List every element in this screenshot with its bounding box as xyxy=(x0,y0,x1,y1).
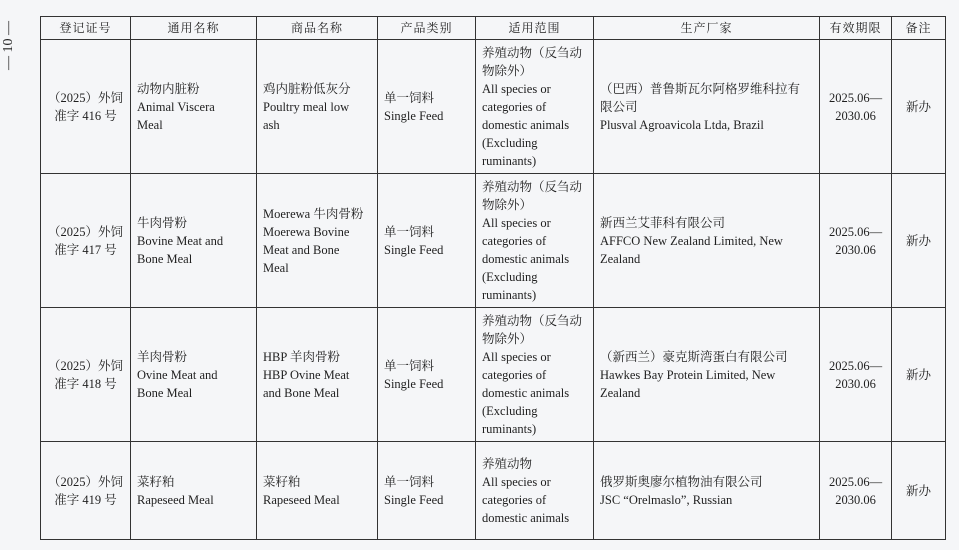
validity-cell: 2025.06— 2030.06 xyxy=(820,442,892,540)
trade-name-cell: HBP 羊肉骨粉 HBP Ovine Meat and Bone Meal xyxy=(257,308,378,442)
scope-cell: 养殖动物（反刍动 物除外） All species or categories of domestic animals (Excluding ruminants) xyxy=(476,308,594,442)
scope-cell: 养殖动物（反刍动 物除外） All species or categories of domestic animals (Excluding ruminants) xyxy=(476,40,594,174)
table-row xyxy=(41,174,946,308)
header-reg-no: 登记证号 xyxy=(41,17,131,40)
manufacturer-cell: 新西兰艾菲科有限公司 AFFCO New Zealand Limited, New Zealand xyxy=(594,174,820,308)
validity-cell: 2025.06— 2030.06 xyxy=(820,174,892,308)
category-cell: 单一饲料 Single Feed xyxy=(378,40,476,174)
scope-cell: 养殖动物（反刍动 物除外） All species or categories of domestic animals (Excluding ruminants) xyxy=(476,174,594,308)
category-cell: 单一饲料 Single Feed xyxy=(378,442,476,540)
remark-cell: 新办 xyxy=(892,308,946,442)
trade-name-cell: Moerewa 牛肉骨粉 Moerewa Bovine Meat and Bone Meal xyxy=(257,174,378,308)
scope-cell: 养殖动物 All species or categories of domestic animals xyxy=(476,442,594,540)
page-number: — 10 — xyxy=(1,21,16,71)
category-cell: 单一饲料 Single Feed xyxy=(378,308,476,442)
header-manufacturer: 生产厂家 xyxy=(594,17,820,40)
generic-name-cell: 牛肉骨粉 Bovine Meat and Bone Meal xyxy=(131,174,257,308)
validity-cell: 2025.06— 2030.06 xyxy=(820,308,892,442)
generic-name-cell: 菜籽粕 Rapeseed Meal xyxy=(131,442,257,540)
generic-name-cell: 动物内脏粉 Animal Viscera Meal xyxy=(131,40,257,174)
validity-cell: 2025.06— 2030.06 xyxy=(820,40,892,174)
header-remark: 备注 xyxy=(892,17,946,40)
trade-name-cell: 鸡内脏粉低灰分 Poultry meal low ash xyxy=(257,40,378,174)
header-generic-name: 通用名称 xyxy=(131,17,257,40)
table-row xyxy=(41,308,946,442)
manufacturer-cell: （巴西）普鲁斯瓦尔阿格罗维科拉有 限公司 Plusval Agroavicola Ltda, Brazil xyxy=(594,40,820,174)
trade-name-cell: 菜籽粕 Rapeseed Meal xyxy=(257,442,378,540)
header-trade-name: 商品名称 xyxy=(257,17,378,40)
registration-table xyxy=(40,16,946,540)
remark-cell: 新办 xyxy=(892,174,946,308)
reg-no-cell: （2025）外饲 准字 418 号 xyxy=(41,308,131,442)
manufacturer-cell: 俄罗斯奥廖尔植物油有限公司 JSC “Orelmaslo”, Russian xyxy=(594,442,820,540)
category-cell: 单一饲料 Single Feed xyxy=(378,174,476,308)
reg-no-cell: （2025）外饲 准字 417 号 xyxy=(41,174,131,308)
table-row xyxy=(41,442,946,540)
table-row xyxy=(41,40,946,174)
remark-cell: 新办 xyxy=(892,40,946,174)
generic-name-cell: 羊肉骨粉 Ovine Meat and Bone Meal xyxy=(131,308,257,442)
header-validity: 有效期限 xyxy=(820,17,892,40)
header-category: 产品类别 xyxy=(378,17,476,40)
reg-no-cell: （2025）外饲 准字 416 号 xyxy=(41,40,131,174)
remark-cell: 新办 xyxy=(892,442,946,540)
table-header-row xyxy=(41,17,946,40)
reg-no-cell: （2025）外饲 准字 419 号 xyxy=(41,442,131,540)
manufacturer-cell: （新西兰）豪克斯湾蛋白有限公司 Hawkes Bay Protein Limited, New Zealand xyxy=(594,308,820,442)
header-scope: 适用范围 xyxy=(476,17,594,40)
